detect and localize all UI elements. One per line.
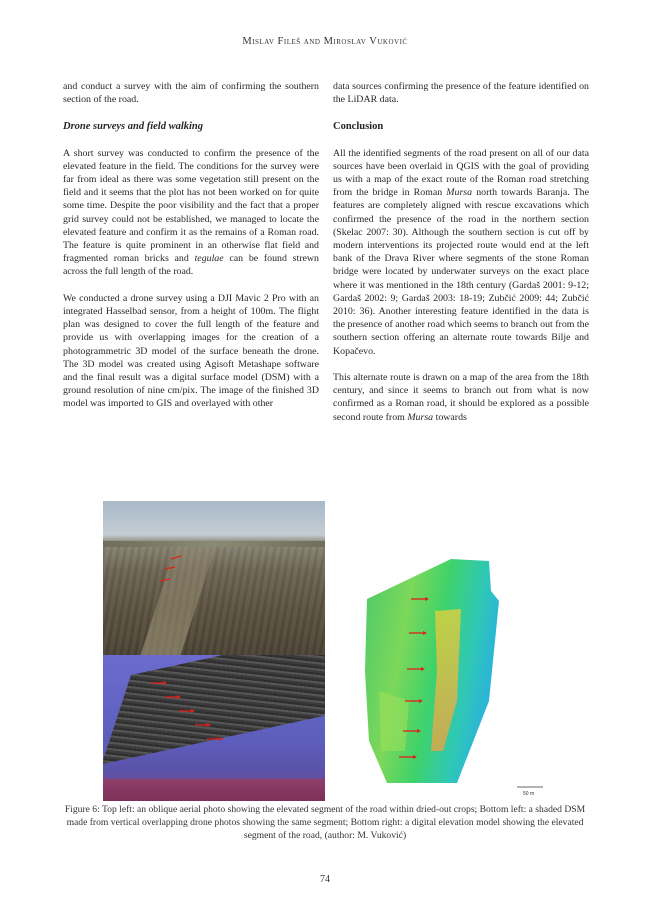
paragraph-text: This alternate route is drawn on a map of the area from the 18th century, and since it seems to branch out from what is now confirmed as a Roman road, it should be explored as a possible second route from (333, 372, 589, 423)
page-number: 74 (320, 874, 330, 885)
paragraph-text: A short survey was conducted to confirm the presence of the elevated feature in the field. The conditions for the survey were far from ideal as there was some vegetation still present on the field and it seems that the plot has not been worked on for quite some time. Despite the poor visibility and the fact that a proper grid survey could not be established, we managed to locate the elevated feature and confirm it as the remains of a Roman road. The feature is quite prominent in an otherwise flat field and fragmented roman bricks and (63, 147, 319, 265)
paragraph-text: All the identified segments of the road present on all of our data sources have been overlaid in QGIS with the goal of providing us with a map of the exact route of the Roman road stretching from the bridge in Roman (333, 147, 589, 199)
red-arrow (171, 556, 181, 559)
left-intro-paragraph: and conduct a survey with the aim of confirming the southern section of the road. (63, 81, 319, 106)
figure-6 (103, 501, 563, 801)
red-arrow (160, 579, 170, 581)
red-arrow (207, 737, 223, 741)
dem-raster (365, 559, 499, 783)
red-arrow (179, 709, 195, 713)
running-header: Mislav Fileš and Miroslav Vuković (242, 36, 408, 47)
italic-term: tegulae (194, 253, 224, 265)
right-column (333, 80, 589, 437)
paragraph-text: towards (433, 411, 467, 423)
photo-arrows (103, 501, 325, 655)
italic-term: Mursa (407, 411, 434, 423)
conclusion-paragraph-2 (333, 371, 589, 424)
red-arrow (165, 695, 181, 699)
scale-bar-label: 50 m (523, 791, 535, 797)
dem-map (339, 551, 563, 801)
oblique-aerial-photo (103, 501, 325, 655)
conclusion-paragraph-1 (333, 147, 589, 358)
paragraph-text: can be found strewn across the full length of the road. (63, 253, 319, 278)
figure-caption: Figure 6: Top left: an oblique aerial photo showing the elevated segment of the road within dried-out crops; Bottom left: a shaded DSM made from vertical overlapping drone photos showing the same segment; Bottom right: a digital elevation model showing the elevated segment of the road, (author: M. Vuković) (64, 804, 586, 841)
red-arrow (195, 723, 211, 727)
drone-survey-paragraph-2: We conducted a drone survey using a DJI Mavic 2 Pro with an integrated Hasselbad sensor, from a height of 100m. The flight plan was designed to cover the full length of the feature and provide us with overlapping images for the creation of a photogrammetric 3D model of the surface beneath the drone. The 3D model was created using Agisoft Metashape software and the final result was a digital surface model (DSM) with a ground resolution of nine cm/pix. The image of the finished 3D model was imported to GIS and overlayed with other (63, 292, 319, 410)
left-column (63, 80, 319, 424)
italic-term: Mursa (446, 187, 473, 199)
dsm-arrows (103, 655, 325, 801)
right-intro-paragraph: data sources confirming the presence of the feature identified on the LiDAR data. (333, 81, 589, 106)
red-arrow (151, 681, 167, 685)
drone-survey-paragraph-1 (63, 147, 319, 279)
section-heading-conclusion: Conclusion (333, 120, 384, 132)
shaded-dsm-image (103, 655, 325, 801)
paragraph-text: north towards Baranja. The features are completely aligned with rescue excavations which confirmed the presence of the road in the northern section (Skelac 2007: 30). Although the southern section is cut off by modern interventions its projected route would end at the left bank of the Drava River where segments of the stone Roman bridge were located by underwater surveys on the exact place where it was mentioned in the 18th century (Gardaš 2001: 9-12; Gardaš 2002: 9; Gardaš 2003: 18-19; Zubčić 2009: 44; Zubčić 2010: 36). Another interesting feature identified in the data is the presence of another road which seems to branch out from the southern section offering an alternate route towards Bilje and Kopačevo. (333, 187, 589, 357)
section-heading-drone-surveys: Drone surveys and field walking (63, 120, 204, 132)
red-arrow (165, 567, 175, 569)
digital-elevation-model (339, 551, 563, 801)
scale-bar (517, 787, 543, 797)
